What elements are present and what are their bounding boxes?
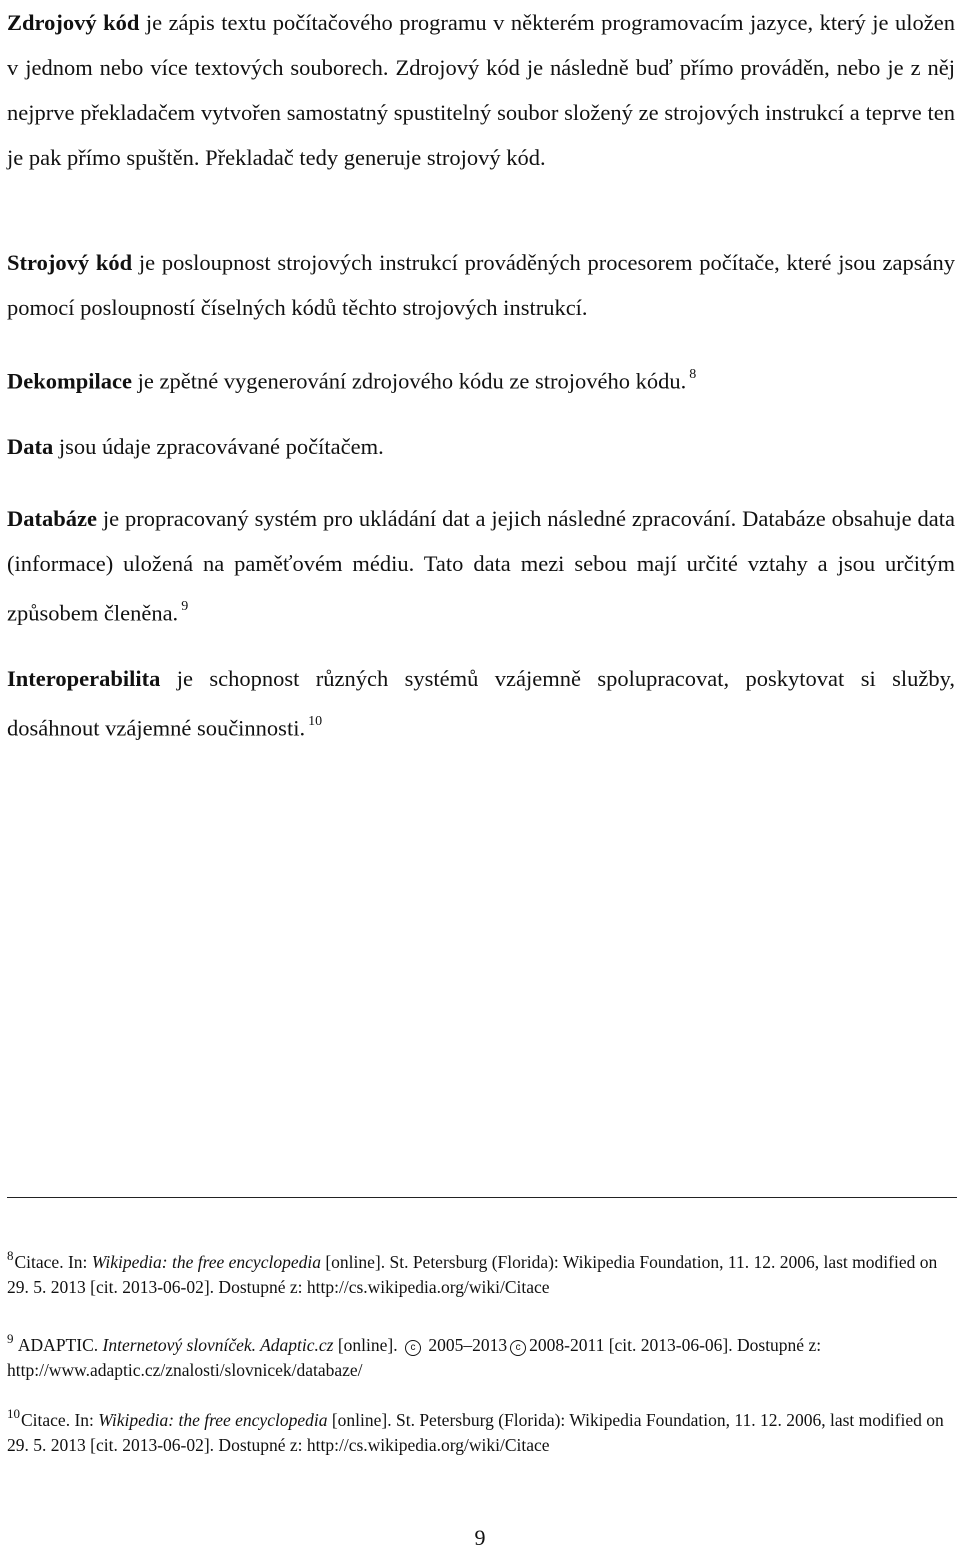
definition-strojovy-kod: je posloupnost strojových instrukcí prováděných procesorem počítače, které jsou zapsány pomocí posloupností číselných kódů těchto strojových instrukcí. [7, 250, 955, 320]
definition-zdrojovy-kod: je zápis textu počítačového programu v některém programovacím jazyce, který je uložen v jednom nebo více textových souborech. Zdrojový kód je následně buď přímo prováděn, nebo je z něj nejprve překladačem vytvořen samostatný spustitelný soubor složený ze strojových instrukcí a teprve ten je pak přímo spuštěn. Překladač tedy generuje strojový kód. [7, 10, 955, 170]
footnote-text: Citace. In: [14, 1251, 92, 1272]
footnote-9 [7, 1327, 952, 1384]
definition-dekompilace: je zpětné vygenerování zdrojového kódu ze strojového kódu. [131, 368, 687, 394]
footnote-title: Wikipedia: the free encyclopedia [91, 1251, 321, 1272]
footnote-title: Wikipedia: the free encyclopedia [98, 1409, 328, 1430]
footnote-text: [online]. [333, 1334, 403, 1355]
footnote-ref-9[interactable]: 9 [181, 599, 189, 614]
paragraph-zdrojovy-kod [7, 0, 955, 180]
footnote-text: 2005–2013 [424, 1334, 508, 1355]
term-data: Data [7, 434, 54, 459]
term-zdrojovy-kod: Zdrojový kód [7, 10, 140, 35]
paragraph-databaze [7, 496, 955, 636]
footnote-text: 2008-2011 [cit. 2013-06-06]. Dostupné z: http://www.adaptic.cz/znalosti/slovnicek/databaze/ [7, 1334, 822, 1381]
footnote-number: 8 [7, 1248, 14, 1263]
footnote-number: 10 [7, 1406, 20, 1421]
page-number: 9 [474, 1525, 486, 1550]
term-interoperabilita: Interoperabilita [7, 666, 161, 691]
footnote-text: [online]. St. Petersburg (Florida): Wikipedia Foundation, 11. 12. 2006, last modified on 29. 5. 2013 [cit. 2013-06-02]. Dostupné z: http://cs.wikipedia.org/wiki/Citace [7, 1409, 944, 1456]
paragraph-strojovy-kod [7, 240, 955, 330]
definition-interoperabilita: je schopnost různých systémů vzájemně spolupracovat, poskytovat si služby, dosáhnout vzájemné součinnosti. [7, 666, 955, 741]
footnote-number: 9 [7, 1331, 14, 1346]
copyright-icon: c [510, 1340, 526, 1356]
footnote-8 [7, 1244, 952, 1301]
footnote-title: Internetový slovníček. Adaptic.cz [102, 1334, 334, 1355]
footnote-ref-10[interactable]: 10 [308, 714, 323, 729]
footnote-10 [7, 1402, 952, 1459]
footnote-text: ADAPTIC. [14, 1334, 103, 1355]
copyright-icon: c [405, 1340, 421, 1356]
term-dekompilace: Dekompilace [7, 368, 132, 394]
term-strojovy-kod: Strojový kód [7, 250, 133, 275]
term-databaze: Databáze [7, 506, 97, 531]
footnote-text: [online]. St. Petersburg (Florida): Wikipedia Foundation, 11. 12. 2006, last modified on 29. 5. 2013 [cit. 2013-06-02]. Dostupné z: http://cs.wikipedia.org/wiki/Citace [7, 1251, 938, 1298]
paragraph-interoperabilita [7, 656, 955, 751]
paragraph-dekompilace [7, 354, 955, 404]
footnote-ref-8[interactable]: 8 [689, 367, 697, 382]
definition-data: jsou údaje zpracovávané počítačem. [53, 434, 384, 459]
paragraph-data [7, 424, 955, 469]
footnote-text: Citace. In: [21, 1409, 99, 1430]
definition-databaze: je propracovaný systém pro ukládání dat a jejich následné zpracování. Databáze obsahuje data (informace) uložená na paměťovém médiu. Tato data mezi sebou mají určité vztahy a jsou určitým způsobem členěna. [7, 506, 955, 626]
footnote-divider [7, 1197, 957, 1198]
